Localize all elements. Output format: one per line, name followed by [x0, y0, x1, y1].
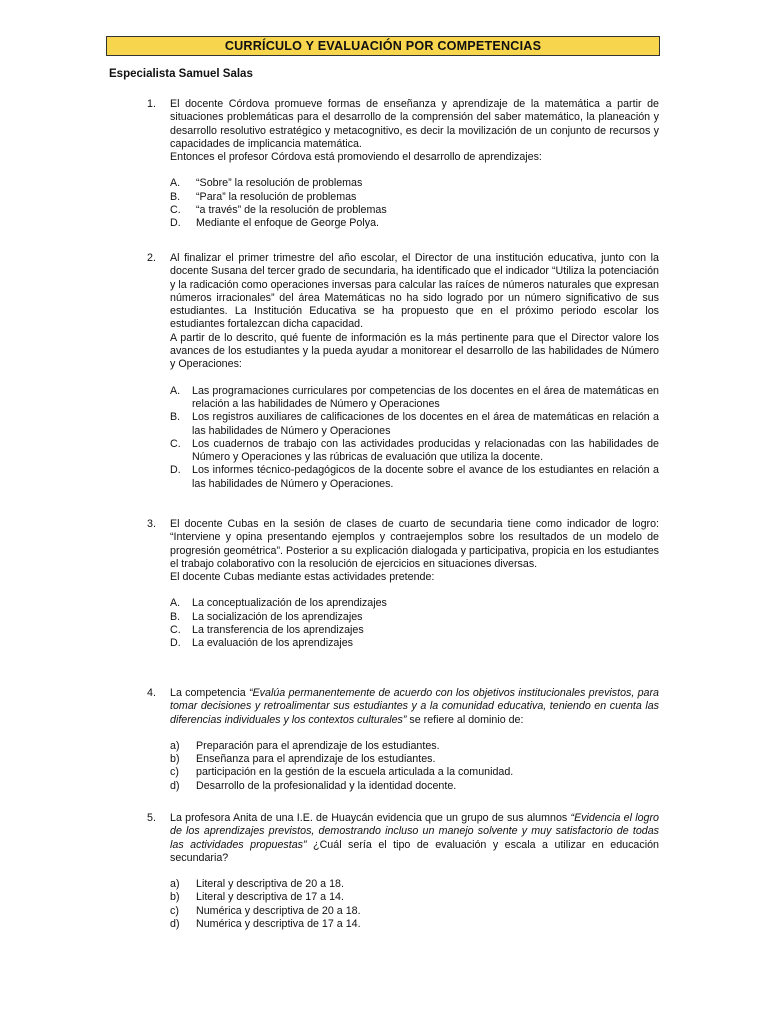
- question-stem: El docente Cubas en la sesión de clases de cuarto de secundaria tiene como indicador de logro: “Interviene y opina presentando ejemplos y contraejemplos sobre los resultados de un modelo de progresión geométrica”. Posterior a su explicación dialogada y participativa, propicia en los estudiantes el trabajo colaborativo con la resolución de ejercicios en situaciones diversas.: [170, 518, 659, 570]
- option-b: b) Literal y descriptiva de 17 a 14.: [170, 891, 344, 904]
- question-3: [147, 518, 659, 651]
- option-c: C. Los cuadernos de trabajo con las actividades producidas y relacionadas con las habilidades de Número y Operaciones y las rúbricas de evaluación que utiliza la docente.: [170, 437, 659, 464]
- question-1: [147, 98, 659, 231]
- option-b: B. La socialización de los aprendizajes: [170, 610, 363, 623]
- option-a: a) Literal y descriptiva de 20 a 18.: [170, 878, 344, 891]
- question-lead: A partir de lo descrito, qué fuente de información es la más pertinente para que el Director valore los avances de los estudiantes y la pueda ayudar a monitorear el desarrollo de las habilidades de Número y Operaciones:: [170, 331, 659, 371]
- page-title-banner: CURRÍCULO Y EVALUACIÓN POR COMPETENCIAS: [106, 36, 660, 56]
- question-number: 5.: [147, 812, 156, 824]
- option-a: A. La conceptualización de los aprendizajes: [170, 597, 387, 610]
- competency-quote: “Evalúa permanentemente de acuerdo con los objetivos institucionales previstos, para tomar decisiones y retroalimentar sus estudiantes y a la comunidad educativa, teniendo en cuenta las diferencias individuales y los contextos culturales”: [170, 687, 659, 726]
- question-stem: La profesora Anita de una I.E. de Huaycán evidencia que un grupo de sus alumnos “Evidencia el logro de los aprendizajes previstos, demostrando incluso un manejo solvente y muy satisfactorio de todas las actividades propuestas” ¿Cuál sería el tipo de evaluación y escala a utilizar en educación secundaria?: [170, 812, 659, 864]
- question-lead: El docente Cubas mediante estas actividades pretende:: [170, 571, 435, 584]
- question-number: 1.: [147, 98, 156, 110]
- option-c: c) Numérica y descriptiva de 20 a 18.: [170, 904, 361, 917]
- question-2: [147, 252, 659, 491]
- option-d: D. La evaluación de los aprendizajes: [170, 637, 354, 650]
- option-c: c) participación en la gestión de la escuela articulada a la comunidad.: [170, 766, 514, 779]
- question-5: [147, 812, 659, 931]
- question-stem: El docente Córdova promueve formas de enseñanza y aprendizaje de la matemática a partir de situaciones problemáticas para el desarrollo de la comprensión del saber matemático, la planeación y desarrollo resolutivo estratégico y metacognitivo, es decir la movilización de un conjunto de recursos y capacidades de implicancia matemática.: [170, 98, 659, 150]
- question-stem: La competencia “Evalúa permanentemente de acuerdo con los objetivos institucionales previstos, para tomar decisiones y retroalimentar sus estudiantes y a la comunidad educativa, teniendo en cuenta las diferencias individuales y los contextos culturales” se refiere al dominio de:: [170, 687, 659, 726]
- option-b: b) Enseñanza para el aprendizaje de los estudiantes.: [170, 753, 436, 766]
- option-d: d) Desarrollo de la profesionalidad y la identidad docente.: [170, 779, 457, 792]
- option-b: B. Los registros auxiliares de calificaciones de los docentes en el área de matemáticas en relación a las habilidades de Número y Operaciones: [170, 411, 659, 437]
- question-stem: Al finalizar el primer trimestre del año escolar, el Director de una institución educativa, junto con la docente Susana del tercer grado de secundaria, ha identificado que el indicador “Utiliza la potenciación y la radicación como operaciones inversas para calcular las raíces de números naturales que expresan números irracionales” del área Matemáticas no ha sido logrado por un número significativo de sus estudiantes. La Institución Educativa se ha propuesto que en el próximo periodo escolar los estudiantes fortalezcan dicha capacidad.: [170, 252, 659, 331]
- option-d: D. Mediante el enfoque de George Polya.: [170, 217, 380, 230]
- option-c: C. La transferencia de los aprendizajes: [170, 624, 364, 637]
- option-c: C. “a través” de la resolución de problemas: [170, 204, 387, 217]
- question-number: 4.: [147, 687, 156, 699]
- author-line: Especialista Samuel Salas: [109, 68, 253, 80]
- achievement-quote: “Evidencia el logro de los aprendizajes previstos, demostrando incluso un manejo solvente y muy satisfactorio de todas las actividades propuestas”: [170, 812, 659, 851]
- option-a: A. “Sobre” la resolución de problemas: [170, 177, 363, 190]
- option-a: A. Las programaciones curriculares por competencias de los docentes en el área de matemáticas en relación a las habilidades de Número y Operaciones: [170, 384, 659, 410]
- option-d: D. Los informes técnico-pedagógicos de la docente sobre el avance de los estudiantes en relación a las habilidades de Número y Operaciones.: [170, 464, 659, 490]
- question-number: 3.: [147, 518, 156, 530]
- question-lead: Entonces el profesor Córdova está promoviendo el desarrollo de aprendizajes:: [170, 151, 542, 164]
- option-d: d) Numérica y descriptiva de 17 a 14.: [170, 918, 361, 931]
- question-4: [147, 687, 659, 793]
- option-b: B. “Para” la resolución de problemas: [170, 190, 357, 203]
- question-number: 2.: [147, 252, 156, 264]
- option-a: a) Preparación para el aprendizaje de los estudiantes.: [170, 739, 440, 752]
